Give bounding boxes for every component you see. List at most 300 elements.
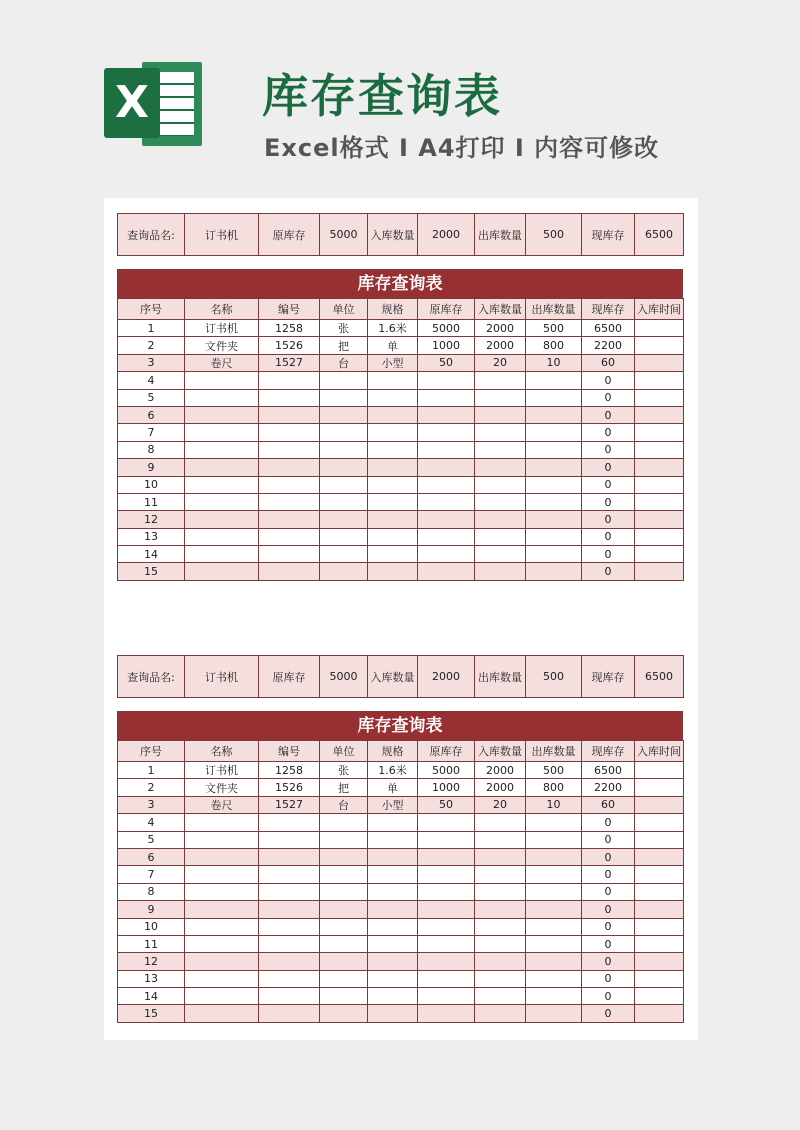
table-cell[interactable]: 1527 [259, 796, 320, 813]
table-cell[interactable] [185, 441, 259, 458]
table-cell[interactable] [185, 511, 259, 528]
table-cell[interactable] [418, 831, 475, 848]
table-cell[interactable]: 2200 [582, 779, 635, 796]
table-cell[interactable] [259, 441, 320, 458]
table-cell[interactable]: 0 [582, 441, 635, 458]
table-cell[interactable] [368, 866, 418, 883]
table-cell[interactable] [320, 831, 368, 848]
table-cell[interactable]: 2200 [582, 337, 635, 354]
table-cell[interactable]: 10 [526, 796, 582, 813]
table-cell[interactable] [635, 528, 684, 545]
table-cell[interactable]: 0 [582, 372, 635, 389]
table-cell[interactable] [185, 459, 259, 476]
inventory-table [117, 298, 684, 581]
table-cell[interactable] [418, 814, 475, 831]
table-cell[interactable]: 0 [582, 493, 635, 510]
table-cell[interactable] [320, 988, 368, 1005]
table-cell[interactable] [259, 988, 320, 1005]
table-cell[interactable]: 800 [526, 779, 582, 796]
table-cell[interactable]: 小型 [368, 354, 418, 371]
table-cell[interactable] [320, 918, 368, 935]
product-value[interactable]: 订书机 [185, 214, 259, 256]
table-cell[interactable] [475, 476, 526, 493]
table-cell[interactable] [475, 814, 526, 831]
in-value[interactable]: 2000 [418, 656, 475, 698]
table-cell[interactable] [259, 389, 320, 406]
table-cell[interactable] [526, 883, 582, 900]
table-cell[interactable]: 20 [475, 796, 526, 813]
table-cell[interactable] [320, 866, 368, 883]
column-header: 原库存 [418, 299, 475, 320]
table-cell[interactable] [526, 563, 582, 580]
table-cell[interactable]: 0 [582, 546, 635, 563]
table-cell[interactable] [368, 901, 418, 918]
table-cell[interactable]: 0 [582, 970, 635, 987]
table-cell[interactable] [320, 441, 368, 458]
table-cell[interactable] [418, 1005, 475, 1022]
table-cell[interactable] [418, 988, 475, 1005]
table-cell[interactable] [418, 441, 475, 458]
table-cell[interactable] [635, 1005, 684, 1022]
table-cell[interactable]: 订书机 [185, 762, 259, 779]
table-cell[interactable] [635, 459, 684, 476]
table-row [118, 970, 684, 987]
table-cell[interactable] [368, 389, 418, 406]
table-cell[interactable] [368, 406, 418, 423]
table-cell[interactable] [368, 953, 418, 970]
table-cell[interactable] [320, 511, 368, 528]
table-cell[interactable] [320, 563, 368, 580]
stock-value[interactable]: 5000 [320, 214, 368, 256]
table-cell[interactable] [185, 953, 259, 970]
table-cell[interactable] [635, 424, 684, 441]
table-cell[interactable] [259, 814, 320, 831]
stock-label: 原库存 [259, 214, 320, 256]
table-cell[interactable] [185, 901, 259, 918]
table-cell[interactable]: 1526 [259, 779, 320, 796]
table-cell[interactable]: 0 [582, 476, 635, 493]
table-cell[interactable] [475, 883, 526, 900]
table-cell[interactable] [368, 511, 418, 528]
table-cell[interactable]: 1258 [259, 320, 320, 337]
table-cell[interactable] [259, 953, 320, 970]
table-cell[interactable] [475, 988, 526, 1005]
table-cell[interactable]: 1258 [259, 762, 320, 779]
table-cell: 7 [118, 866, 185, 883]
table-cell[interactable] [185, 546, 259, 563]
table-cell[interactable] [185, 406, 259, 423]
table-cell[interactable] [185, 831, 259, 848]
table-cell[interactable] [526, 848, 582, 865]
table-cell[interactable]: 6500 [582, 320, 635, 337]
table-cell[interactable] [526, 476, 582, 493]
table-cell[interactable] [320, 459, 368, 476]
table-cell[interactable] [635, 406, 684, 423]
table-cell[interactable] [475, 493, 526, 510]
table-cell[interactable] [368, 918, 418, 935]
table-cell[interactable] [368, 528, 418, 545]
table-cell[interactable] [418, 970, 475, 987]
table-cell[interactable] [526, 372, 582, 389]
table-cell[interactable] [418, 528, 475, 545]
table-cell[interactable]: 60 [582, 796, 635, 813]
table-cell[interactable] [259, 476, 320, 493]
table-cell[interactable] [526, 528, 582, 545]
table-cell[interactable] [259, 918, 320, 935]
table-cell[interactable] [320, 953, 368, 970]
table-cell[interactable] [635, 918, 684, 935]
out-value[interactable]: 500 [526, 656, 582, 698]
table-cell[interactable]: 50 [418, 796, 475, 813]
table-cell[interactable] [320, 848, 368, 865]
table-cell[interactable] [368, 372, 418, 389]
table-cell[interactable] [259, 511, 320, 528]
table-cell[interactable] [320, 970, 368, 987]
table-cell[interactable] [475, 970, 526, 987]
table-cell[interactable] [185, 563, 259, 580]
table-cell[interactable]: 1000 [418, 337, 475, 354]
table-cell[interactable]: 小型 [368, 796, 418, 813]
table-cell[interactable]: 卷尺 [185, 796, 259, 813]
table-cell[interactable] [418, 866, 475, 883]
table-cell[interactable]: 0 [582, 848, 635, 865]
table-cell[interactable] [526, 459, 582, 476]
table-cell[interactable] [185, 988, 259, 1005]
table-cell[interactable] [526, 441, 582, 458]
table-cell[interactable] [368, 476, 418, 493]
table-cell[interactable] [320, 493, 368, 510]
table-cell[interactable] [475, 372, 526, 389]
table-cell[interactable] [635, 953, 684, 970]
table-cell[interactable] [320, 389, 368, 406]
table-cell[interactable] [368, 848, 418, 865]
table-cell[interactable]: 卷尺 [185, 354, 259, 371]
table-cell[interactable] [368, 814, 418, 831]
table-cell[interactable] [475, 953, 526, 970]
table-cell[interactable] [635, 831, 684, 848]
table-cell[interactable] [526, 970, 582, 987]
table-cell[interactable] [320, 935, 368, 952]
table-cell[interactable] [320, 476, 368, 493]
table-cell[interactable] [185, 918, 259, 935]
product-value[interactable]: 订书机 [185, 656, 259, 698]
table-cell[interactable] [475, 918, 526, 935]
table-cell[interactable] [185, 814, 259, 831]
table-cell[interactable] [475, 866, 526, 883]
table-cell[interactable] [320, 901, 368, 918]
table-cell[interactable] [526, 935, 582, 952]
table-cell[interactable] [320, 1005, 368, 1022]
table-cell[interactable] [185, 848, 259, 865]
table-cell[interactable] [526, 406, 582, 423]
stock-value[interactable]: 5000 [320, 656, 368, 698]
table-cell[interactable] [526, 988, 582, 1005]
table-cell[interactable]: 800 [526, 337, 582, 354]
table-row [118, 814, 684, 831]
table-row [118, 901, 684, 918]
table-cell[interactable]: 0 [582, 866, 635, 883]
table-cell[interactable] [475, 1005, 526, 1022]
table-cell[interactable] [635, 762, 684, 779]
table-cell[interactable] [475, 511, 526, 528]
table-cell[interactable] [418, 918, 475, 935]
table-cell[interactable] [320, 424, 368, 441]
table-cell[interactable]: 台 [320, 354, 368, 371]
table-cell[interactable]: 2000 [475, 779, 526, 796]
table-cell[interactable] [418, 476, 475, 493]
table-cell[interactable] [635, 389, 684, 406]
table-cell[interactable] [185, 866, 259, 883]
table-cell[interactable] [526, 546, 582, 563]
table-cell[interactable] [526, 1005, 582, 1022]
table-cell[interactable] [635, 546, 684, 563]
table-cell[interactable] [635, 354, 684, 371]
table-cell[interactable]: 2000 [475, 320, 526, 337]
table-cell[interactable] [368, 441, 418, 458]
table-cell[interactable] [418, 935, 475, 952]
table-cell[interactable] [368, 988, 418, 1005]
table-cell[interactable] [475, 546, 526, 563]
table-cell[interactable] [475, 848, 526, 865]
table-cell: 4 [118, 814, 185, 831]
table-cell[interactable]: 0 [582, 918, 635, 935]
table-cell[interactable] [635, 476, 684, 493]
table-cell[interactable] [185, 389, 259, 406]
table-cell[interactable] [320, 814, 368, 831]
table-cell[interactable] [475, 528, 526, 545]
table-cell[interactable] [320, 372, 368, 389]
table-cell[interactable] [635, 779, 684, 796]
table-cell[interactable] [418, 493, 475, 510]
table-cell[interactable] [475, 424, 526, 441]
table-cell[interactable]: 1.6米 [368, 762, 418, 779]
table-cell[interactable] [635, 935, 684, 952]
table-cell[interactable]: 20 [475, 354, 526, 371]
table-cell[interactable]: 2000 [475, 337, 526, 354]
table-cell[interactable]: 把 [320, 337, 368, 354]
table-cell[interactable] [475, 563, 526, 580]
table-cell[interactable] [259, 459, 320, 476]
table-cell[interactable] [526, 866, 582, 883]
table-cell[interactable]: 6500 [582, 762, 635, 779]
logo-letter: X [104, 68, 160, 138]
table-cell[interactable] [259, 563, 320, 580]
table-cell[interactable] [475, 831, 526, 848]
table-cell[interactable]: 0 [582, 1005, 635, 1022]
table-cell[interactable] [259, 493, 320, 510]
table-cell[interactable]: 0 [582, 424, 635, 441]
out-value[interactable]: 500 [526, 214, 582, 256]
in-value[interactable]: 2000 [418, 214, 475, 256]
table-cell[interactable] [320, 406, 368, 423]
table-cell[interactable]: 0 [582, 528, 635, 545]
column-header: 原库存 [418, 741, 475, 762]
table-cell[interactable] [185, 935, 259, 952]
table-cell[interactable] [635, 563, 684, 580]
table-cell[interactable]: 0 [582, 935, 635, 952]
table-cell[interactable] [418, 406, 475, 423]
table-cell[interactable]: 把 [320, 779, 368, 796]
table-cell[interactable]: 文件夹 [185, 779, 259, 796]
table-cell[interactable]: 订书机 [185, 320, 259, 337]
table-cell[interactable] [475, 901, 526, 918]
table-cell[interactable]: 500 [526, 762, 582, 779]
table-cell[interactable] [635, 866, 684, 883]
table-cell[interactable] [418, 511, 475, 528]
table-cell[interactable]: 0 [582, 883, 635, 900]
table-cell[interactable] [635, 372, 684, 389]
table-cell[interactable]: 500 [526, 320, 582, 337]
table-cell[interactable] [368, 935, 418, 952]
table-cell[interactable] [475, 389, 526, 406]
column-header: 出库数量 [526, 741, 582, 762]
table-cell[interactable] [368, 493, 418, 510]
table-row [118, 866, 684, 883]
current-label: 现库存 [582, 656, 635, 698]
table-cell[interactable] [259, 546, 320, 563]
column-header: 入库数量 [475, 741, 526, 762]
table-cell[interactable]: 0 [582, 831, 635, 848]
table-cell[interactable] [418, 848, 475, 865]
table-cell[interactable] [418, 883, 475, 900]
table-cell[interactable] [185, 883, 259, 900]
table-cell[interactable] [259, 883, 320, 900]
table-cell[interactable] [635, 441, 684, 458]
table-cell[interactable] [259, 1005, 320, 1022]
table-row [118, 1005, 684, 1022]
table-cell[interactable] [526, 814, 582, 831]
table-cell[interactable] [635, 970, 684, 987]
table-cell[interactable] [418, 563, 475, 580]
table-cell[interactable] [418, 372, 475, 389]
table-cell[interactable] [475, 441, 526, 458]
table-cell[interactable] [368, 459, 418, 476]
table-cell[interactable] [635, 511, 684, 528]
table-cell[interactable]: 0 [582, 814, 635, 831]
table-cell[interactable]: 1.6米 [368, 320, 418, 337]
table-cell[interactable]: 0 [582, 988, 635, 1005]
table-cell[interactable]: 0 [582, 563, 635, 580]
table-cell[interactable]: 60 [582, 354, 635, 371]
table-cell[interactable] [526, 389, 582, 406]
table-cell[interactable]: 张 [320, 762, 368, 779]
table-cell[interactable] [635, 337, 684, 354]
table-cell[interactable] [368, 883, 418, 900]
table-cell[interactable]: 10 [526, 354, 582, 371]
table-cell[interactable] [635, 883, 684, 900]
table-cell[interactable] [526, 831, 582, 848]
table-cell[interactable] [259, 406, 320, 423]
table-cell[interactable] [635, 493, 684, 510]
table-cell[interactable]: 张 [320, 320, 368, 337]
table-cell[interactable]: 5000 [418, 320, 475, 337]
table-cell[interactable] [526, 953, 582, 970]
table-cell[interactable] [185, 493, 259, 510]
table-cell[interactable] [475, 406, 526, 423]
table-cell[interactable] [320, 883, 368, 900]
table-cell[interactable] [635, 814, 684, 831]
table-cell[interactable] [635, 320, 684, 337]
table-row [118, 528, 684, 545]
table-cell[interactable]: 单 [368, 337, 418, 354]
table-cell[interactable] [526, 901, 582, 918]
table-cell[interactable]: 1526 [259, 337, 320, 354]
table-cell[interactable] [259, 424, 320, 441]
table-cell[interactable] [259, 831, 320, 848]
table-cell[interactable] [185, 424, 259, 441]
table-cell[interactable] [259, 528, 320, 545]
table-cell[interactable]: 0 [582, 511, 635, 528]
table-cell[interactable] [418, 953, 475, 970]
table-cell[interactable] [418, 901, 475, 918]
table-cell[interactable]: 1527 [259, 354, 320, 371]
table-cell[interactable] [259, 848, 320, 865]
table-cell[interactable]: 0 [582, 389, 635, 406]
table-cell[interactable] [368, 546, 418, 563]
table-cell[interactable] [259, 970, 320, 987]
table-cell[interactable]: 50 [418, 354, 475, 371]
table-cell[interactable] [635, 796, 684, 813]
table-cell[interactable] [635, 988, 684, 1005]
table-cell[interactable] [418, 424, 475, 441]
current-value[interactable]: 6500 [635, 214, 684, 256]
table-cell[interactable] [259, 901, 320, 918]
table-cell[interactable] [418, 546, 475, 563]
table-cell[interactable] [368, 563, 418, 580]
table-cell: 2 [118, 779, 185, 796]
table-cell[interactable]: 台 [320, 796, 368, 813]
table-cell[interactable] [368, 1005, 418, 1022]
table-cell[interactable] [185, 1005, 259, 1022]
table-cell[interactable] [475, 459, 526, 476]
table-cell[interactable]: 0 [582, 406, 635, 423]
table-cell[interactable] [320, 546, 368, 563]
table-cell[interactable] [259, 866, 320, 883]
table-cell[interactable]: 0 [582, 953, 635, 970]
table-cell[interactable] [368, 424, 418, 441]
table-cell[interactable]: 2000 [475, 762, 526, 779]
table-cell[interactable]: 单 [368, 779, 418, 796]
table-cell[interactable] [526, 918, 582, 935]
table-cell[interactable] [418, 459, 475, 476]
table-cell[interactable]: 1000 [418, 779, 475, 796]
out-label: 出库数量 [475, 214, 526, 256]
table-cell[interactable] [259, 935, 320, 952]
table-cell[interactable] [185, 476, 259, 493]
table-cell[interactable] [368, 831, 418, 848]
table-cell[interactable] [320, 528, 368, 545]
table-cell[interactable] [185, 970, 259, 987]
table-cell[interactable]: 0 [582, 901, 635, 918]
table-cell[interactable] [185, 372, 259, 389]
table-cell[interactable] [526, 424, 582, 441]
table-cell[interactable] [185, 528, 259, 545]
table-cell[interactable] [635, 848, 684, 865]
table-cell[interactable] [259, 372, 320, 389]
table-cell[interactable] [418, 389, 475, 406]
table-cell[interactable] [475, 935, 526, 952]
table-cell[interactable]: 5000 [418, 762, 475, 779]
table-cell[interactable] [526, 493, 582, 510]
table-cell[interactable]: 文件夹 [185, 337, 259, 354]
table-cell[interactable] [368, 970, 418, 987]
column-header: 现库存 [582, 299, 635, 320]
table-cell[interactable] [635, 901, 684, 918]
table-cell[interactable] [526, 511, 582, 528]
table-row [118, 372, 684, 389]
table-cell[interactable]: 0 [582, 459, 635, 476]
current-value[interactable]: 6500 [635, 656, 684, 698]
